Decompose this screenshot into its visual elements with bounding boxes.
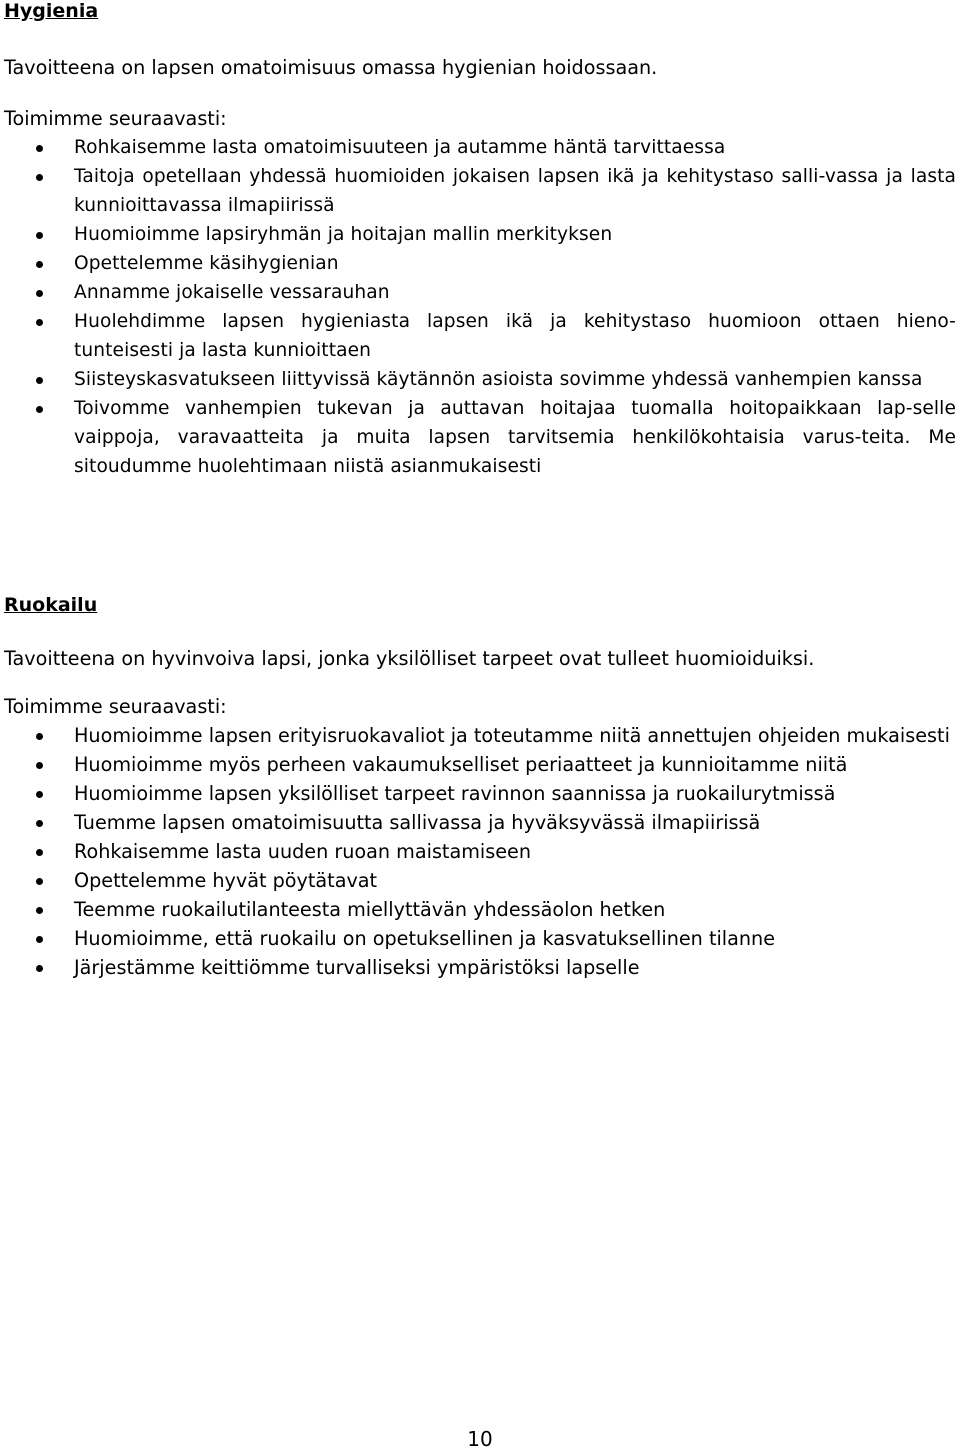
list-item: Huolehdimme lapsen hygieniasta lapsen ikä ja kehitystaso huomioon ottaen hieno-tunteisesti ja lasta kunnioittaen [4, 307, 956, 365]
list-item: Annamme jokaiselle vessarauhan [4, 278, 956, 307]
list-item: Huomioimme lapsen yksilölliset tarpeet ravinnon saannissa ja ruokailurytmissä [4, 779, 956, 808]
list-item: Huomioimme lapsen erityisruokavaliot ja toteutamme niitä annettujen ohjeiden mukaisesti [4, 721, 956, 750]
bullet-list-hygienia [4, 133, 956, 481]
bullet-icon [36, 232, 43, 239]
bullet-icon [36, 907, 43, 914]
list-item: Huomioimme myös perheen vakaumukselliset periaatteet ja kunnioitamme niitä [4, 750, 956, 779]
section-hygienia [4, 0, 956, 481]
section-heading-ruokailu: Ruokailu [4, 594, 98, 616]
list-item: Toivomme vanhempien tukevan ja auttavan hoitajaa tuomalla hoitopaikkaan lap-selle vaippoja, varavaatteita ja muita lapsen tarvitsemia henkilökohtaisia varus-teita. Me sitoudumme huolehtimaan niistä asianmukaisesti [4, 394, 956, 481]
list-item: Huomioimme, että ruokailu on opetuksellinen ja kasvatuksellinen tilanne [4, 924, 956, 953]
bullet-icon [36, 406, 43, 413]
bullet-icon [36, 377, 43, 384]
list-item: Huomioimme lapsiryhmän ja hoitajan mallin merkityksen [4, 220, 956, 249]
list-item: Tuemme lapsen omatoimisuutta sallivassa ja hyväksyvässä ilmapiirissä [4, 808, 956, 837]
bullet-icon [36, 878, 43, 885]
section-ruokailu [4, 590, 956, 982]
list-item: Rohkaisemme lasta omatoimisuuteen ja autamme häntä tarvittaessa [4, 133, 956, 162]
bullet-icon [36, 965, 43, 972]
bullet-icon [36, 290, 43, 297]
list-item: Opettelemme hyvät pöytätavat [4, 866, 956, 895]
list-item: Opettelemme käsihygienian [4, 249, 956, 278]
intro-text-ruokailu: Toimimme seuraavasti: [4, 695, 227, 718]
list-item: Järjestämme keittiömme turvalliseksi ympäristöksi lapselle [4, 953, 956, 982]
page-number: 10 [467, 1427, 493, 1451]
bullet-icon [36, 733, 43, 740]
list-item: Taitoja opetellaan yhdessä huomioiden jokaisen lapsen ikä ja kehitystaso salli-vassa ja lasta kunnioittavassa ilmapiirissä [4, 162, 956, 220]
bullet-icon [36, 849, 43, 856]
goal-text-ruokailu: Tavoitteena on hyvinvoiva lapsi, jonka yksilölliset tarpeet ovat tulleet huomioiduiksi. [4, 647, 815, 670]
bullet-icon [36, 820, 43, 827]
bullet-list-ruokailu [4, 721, 956, 982]
goal-text-hygienia: Tavoitteena on lapsen omatoimisuus omassa hygienian hoidossaan. [4, 56, 658, 79]
bullet-icon [36, 762, 43, 769]
list-item: Siisteyskasvatukseen liittyvissä käytännön asioista sovimme yhdessä vanhempien kanssa [4, 365, 956, 394]
section-heading-hygienia: Hygienia [4, 0, 99, 22]
list-item: Rohkaisemme lasta uuden ruoan maistamiseen [4, 837, 956, 866]
list-item: Teemme ruokailutilanteesta miellyttävän yhdessäolon hetken [4, 895, 956, 924]
bullet-icon [36, 145, 43, 152]
intro-text-hygienia: Toimimme seuraavasti: [4, 107, 227, 130]
bullet-icon [36, 174, 43, 181]
bullet-icon [36, 319, 43, 326]
bullet-icon [36, 261, 43, 268]
bullet-icon [36, 936, 43, 943]
bullet-icon [36, 791, 43, 798]
